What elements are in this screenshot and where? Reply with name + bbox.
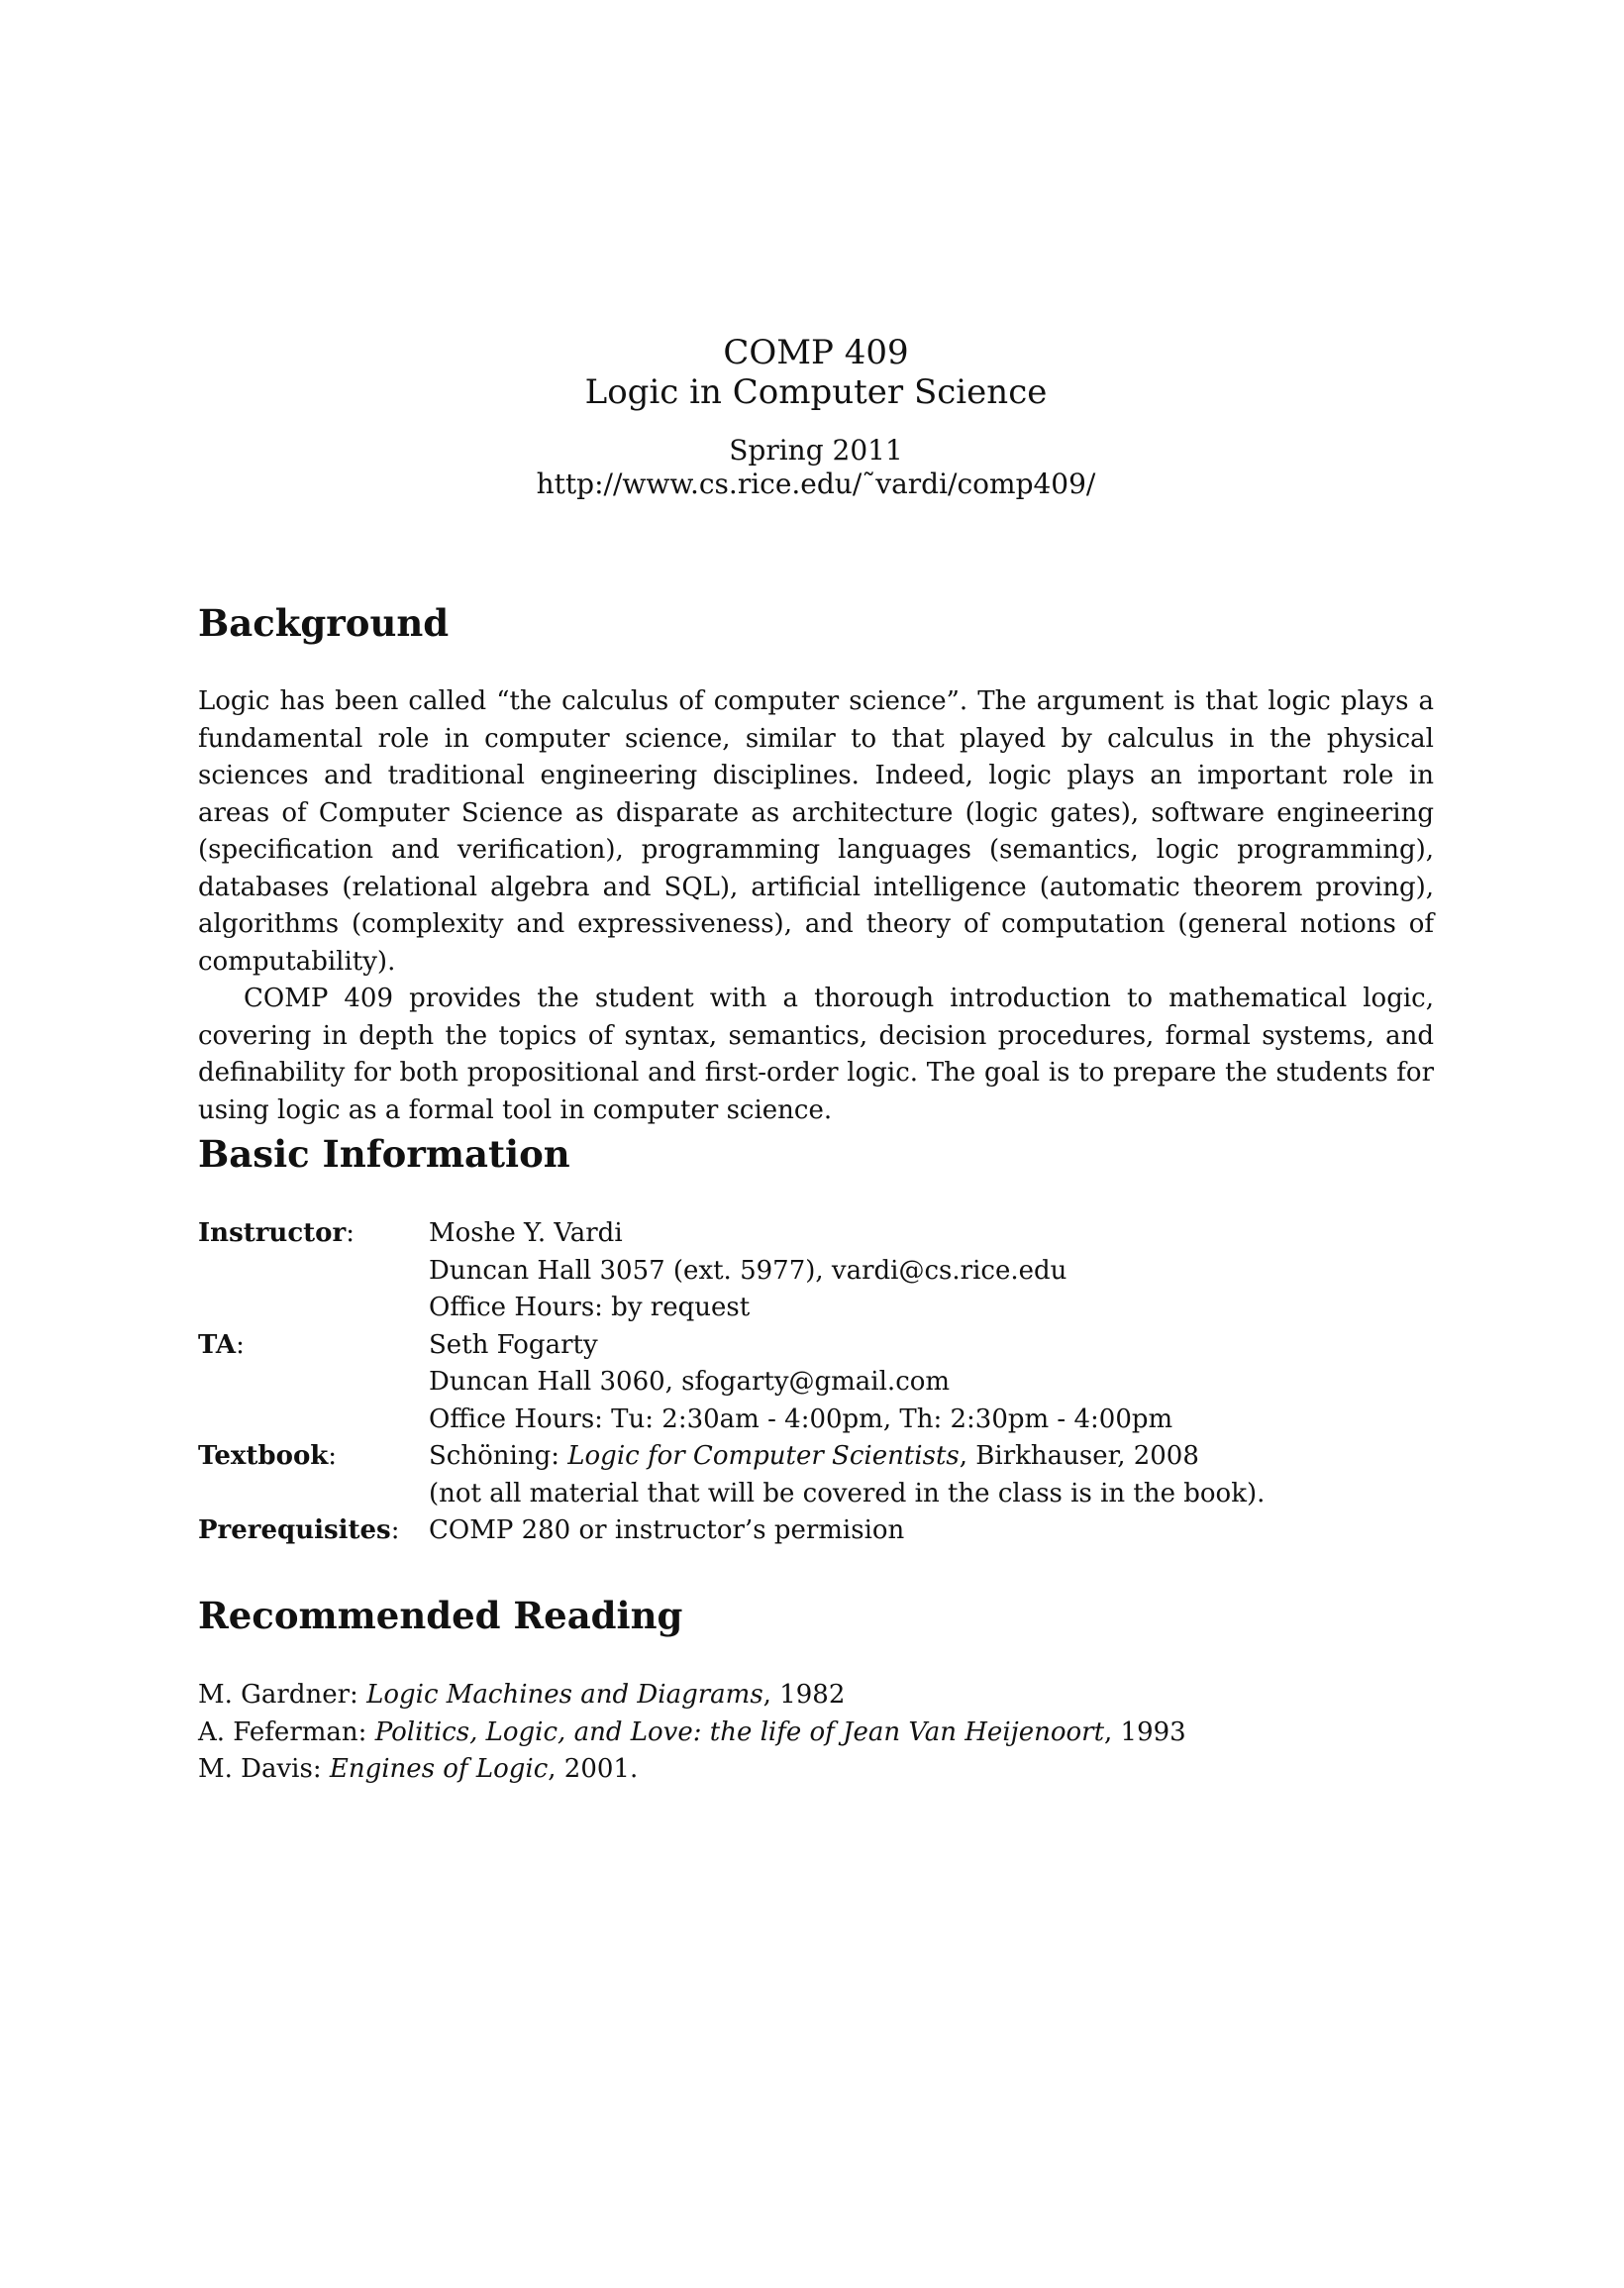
instructor-office: Duncan Hall 3057 (ext. 5977), vardi@cs.rice.edu [429, 1255, 1067, 1286]
reading-list [198, 1677, 1434, 1789]
info-row-ta-office [198, 1364, 1434, 1402]
background-heading: Background [198, 601, 450, 645]
course-term: Spring 2011 [729, 434, 903, 467]
course-code: COMP 409 [723, 333, 909, 372]
info-row-ta-hours [198, 1402, 1434, 1439]
info-row-instructor-office [198, 1253, 1434, 1291]
info-row-prerequisites [198, 1512, 1434, 1550]
instructor-hours: Office Hours: by request [429, 1293, 751, 1322]
instructor-label: Instructor: [198, 1218, 355, 1248]
prerequisites-label: Prerequisites: [198, 1515, 400, 1545]
info-row-ta [198, 1327, 1434, 1365]
background-paragraph-2: COMP 409 provides the student with a thorough introduction to mathematical logic, covering in depth the topics of syntax, semantics, decision procedures, formal systems, and definability for both propositional and first-order logic. The goal is to prepare the students for using logic as a formal tool in computer science. [198, 984, 1434, 1125]
instructor-name: Moshe Y. Vardi [429, 1218, 623, 1248]
info-row-instructor [198, 1215, 1434, 1253]
ta-office: Duncan Hall 3060, sfogarty@gmail.com [429, 1367, 951, 1397]
course-name: Logic in Computer Science [584, 372, 1048, 412]
textbook-label: Textbook: [198, 1441, 338, 1471]
basic-info-heading: Basic Information [198, 1132, 570, 1176]
reading-item: A. Feferman: Politics, Logic, and Love: the life of Jean Van Heijenoort, 1993 [198, 1716, 1186, 1747]
info-row-instructor-hours [198, 1290, 1434, 1327]
course-url[interactable]: http://www.cs.rice.edu/˜vardi/comp409/ [536, 468, 1096, 500]
reading-item: M. Davis: Engines of Logic, 2001. [198, 1754, 639, 1784]
info-row-textbook-note [198, 1476, 1434, 1513]
background-text [198, 683, 1434, 1129]
basic-info-table [198, 1215, 1434, 1550]
title-block [198, 333, 1434, 501]
ta-hours: Office Hours: Tu: 2:30am - 4:00pm, Th: 2:30pm - 4:00pm [429, 1404, 1173, 1434]
reading-heading: Recommended Reading [198, 1594, 683, 1637]
background-paragraph-1: Logic has been called “the calculus of computer science”. The argument is that logic plays a fundamental role in computer science, similar to that played by calculus in the physical sciences and traditional engineering disciplines. Indeed, logic plays an important role in areas of Computer Science as disparate as architecture (logic gates), software engineering (specification and verification), programming languages (semantics, logic programming), databases (relational algebra and SQL), artificial intelligence (automatic theorem proving), algorithms (complexity and expressiveness), and theory of computation (general notions of computability). [198, 686, 1434, 977]
ta-name: Seth Fogarty [429, 1329, 598, 1360]
textbook-value: Schöning: Logic for Computer Scientists, Birkhauser, 2008 [429, 1441, 1199, 1471]
ta-label: TA: [198, 1329, 245, 1360]
textbook-note: (not all material that will be covered in the class is in the book). [429, 1478, 1266, 1508]
reading-item: M. Gardner: Logic Machines and Diagrams, 1982 [198, 1680, 846, 1710]
textbook-title: Logic for Computer Scientists [567, 1441, 960, 1471]
prerequisites-value: COMP 280 or instructor’s permision [429, 1515, 905, 1545]
info-row-textbook [198, 1438, 1434, 1476]
